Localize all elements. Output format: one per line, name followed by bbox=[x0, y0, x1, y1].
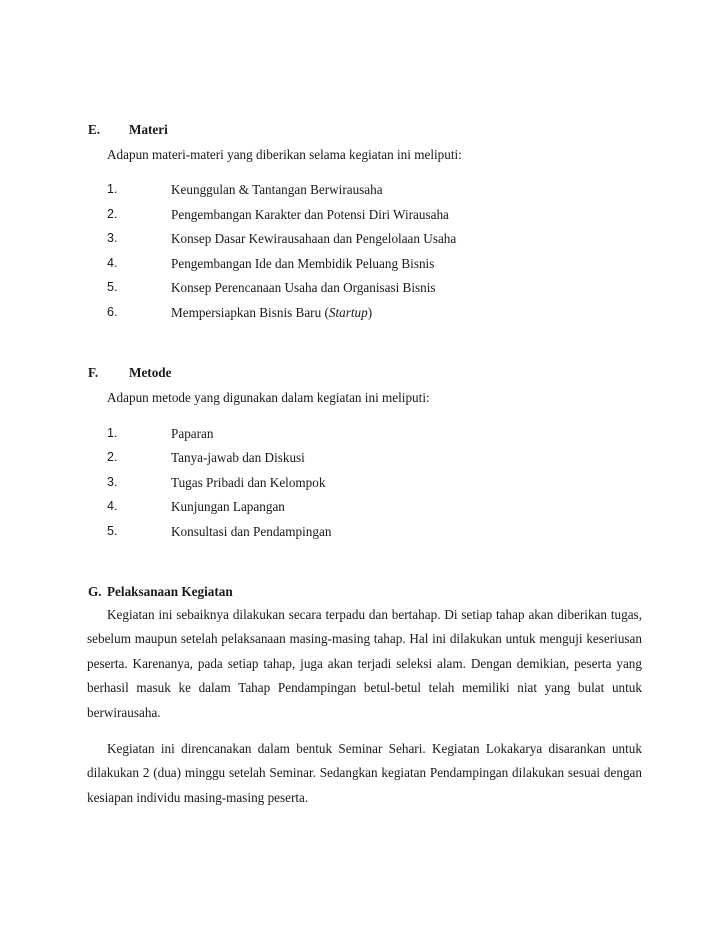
list-text: Pengembangan Ide dan Membidik Peluang Bisnis bbox=[171, 256, 435, 271]
list-number: 3. bbox=[107, 231, 118, 245]
list-text bbox=[171, 305, 372, 321]
section-g-paragraph-2: Kegiatan ini direncanakan dalam bentuk Seminar Sehari. Kegiatan Lokakarya disarankan untuk dilakukan 2 (dua) minggu setelah Seminar. Sedangkan kegiatan Pendampingan dilakukan sesuai dengan kesiapan individu masing-masing peserta. bbox=[87, 741, 642, 805]
list-text: Kunjungan Lapangan bbox=[171, 499, 285, 514]
list-number: 3. bbox=[107, 475, 118, 489]
list-text-italic: Startup bbox=[328, 305, 368, 320]
list-text: Paparan bbox=[171, 426, 214, 441]
list-number: 1. bbox=[107, 426, 118, 440]
list-number: 1. bbox=[107, 182, 118, 196]
list-text: Pengembangan Karakter dan Potensi Diri Wirausaha bbox=[171, 207, 449, 222]
section-e-intro: Adapun materi-materi yang diberikan selama kegiatan ini meliputi: bbox=[107, 147, 462, 162]
section-f-title: Metode bbox=[129, 365, 172, 380]
list-text: Tugas Pribadi dan Kelompok bbox=[171, 475, 326, 490]
section-f-intro: Adapun metode yang digunakan dalam kegiatan ini meliputi: bbox=[107, 390, 430, 405]
list-text: Tanya-jawab dan Diskusi bbox=[171, 450, 305, 465]
list-text: Keunggulan & Tantangan Berwirausaha bbox=[171, 182, 383, 197]
list-text-before: Mempersiapkan Bisnis Baru ( bbox=[171, 305, 329, 320]
list-number: 6. bbox=[107, 305, 118, 319]
list-text: Konsep Perencanaan Usaha dan Organisasi Bisnis bbox=[171, 280, 436, 295]
section-g-title: Pelaksanaan Kegiatan bbox=[107, 584, 233, 599]
list-text: Konsep Dasar Kewirausahaan dan Pengelolaan Usaha bbox=[171, 231, 457, 246]
list-text: Konsultasi dan Pendampingan bbox=[171, 524, 332, 539]
section-e-title: Materi bbox=[129, 122, 168, 137]
section-f-letter: F. bbox=[88, 365, 99, 380]
list-number: 5. bbox=[107, 524, 118, 538]
list-text-after: ) bbox=[367, 305, 373, 320]
list-number: 4. bbox=[107, 499, 118, 513]
list-number: 2. bbox=[107, 450, 118, 464]
list-number: 4. bbox=[107, 256, 118, 270]
section-g-paragraph-1: Kegiatan ini sebaiknya dilakukan secara terpadu dan bertahap. Di setiap tahap akan diberikan tugas, sebelum maupun setelah pelaksanaan masing-masing tahap. Hal ini dilakukan untuk menguji keseriusan peserta. Karenanya, pada setiap tahap, juga akan terjadi seleksi alam. Dengan demikian, peserta yang berhasil masuk ke dalam Tahap Pendampingan betul-betul telah memiliki niat yang bulat untuk berwirausaha. bbox=[87, 607, 642, 720]
list-number: 2. bbox=[107, 207, 118, 221]
list-number: 5. bbox=[107, 280, 118, 294]
section-g-letter: G. bbox=[88, 584, 102, 599]
section-e-letter: E. bbox=[88, 122, 101, 137]
